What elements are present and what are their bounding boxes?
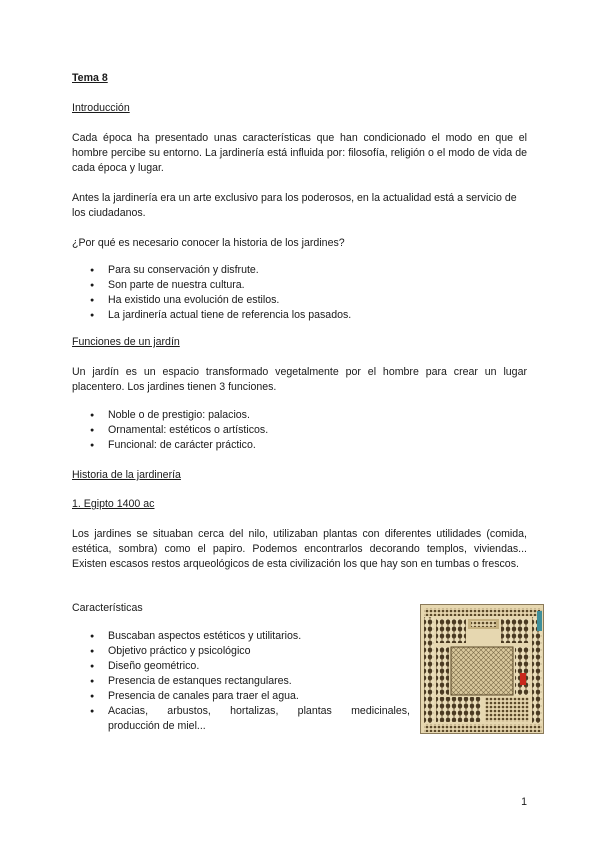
intro-paragraph-2: Antes la jardinería era un arte exclusivo para los poderosos, en la actualidad está a servicio de los ciudadanos. (72, 192, 517, 219)
egipto-paragraph: Los jardines se situaban cerca del nilo, utilizaban plantas con diferentes utilidades (comida, estética, sombra) como el papiro. Podemos encontrarlos decorando templos, viviendas... Existen escasos restos arqueológicos de esta civilización los que hay son en tumbas o frescos. (72, 528, 527, 570)
list-item: ● Para su conservación y disfrute. (72, 263, 351, 278)
list-item: ● Buscaban aspectos estéticos y utilitarios. (72, 629, 301, 644)
list-item: ● Ha existido una evolución de estilos. (72, 293, 351, 308)
caracteristicas-last-bullet (72, 704, 410, 734)
egipto-heading: 1. Egipto 1400 ac (72, 498, 155, 510)
list-item: ● Objetivo práctico y psicológico (72, 644, 301, 659)
list-item: ● Son parte de nuestra cultura. (72, 278, 351, 293)
caracteristicas-label: Características (72, 602, 143, 614)
egyptian-garden-fresco-image (420, 604, 544, 734)
funciones-heading: Funciones de un jardín (72, 336, 180, 348)
list-item: ● Ornamental: estéticos o artísticos. (72, 423, 268, 438)
list-item: ● Presencia de estanques rectangulares. (72, 674, 301, 689)
intro-heading: Introducción (72, 102, 130, 114)
funciones-paragraph: Un jardín es un espacio transformado vegetalmente por el hombre para crear un lugar placentero. Los jardines tienen 3 funciones. (72, 366, 527, 393)
caracteristicas-bullet-list (72, 629, 301, 704)
intro-question: ¿Por qué es necesario conocer la historia de los jardines? (72, 237, 345, 249)
list-item-line: ● Acacias, arbustos, hortalizas, plantas medicinales, (108, 705, 410, 717)
intro-paragraph-1: Cada época ha presentado unas características que han condicionado el modo en que el hombre percibe su entorno. La jardinería está influida por: filosofía, religión o el modo de vida de cada época y lugar. (72, 132, 527, 174)
list-item: ● Noble o de prestigio: palacios. (72, 408, 268, 423)
funciones-bullet-list (72, 408, 268, 453)
egyptian-garden-fresco-icon (421, 605, 544, 734)
list-item (72, 704, 410, 734)
list-item-line: producción de miel... (108, 720, 206, 732)
page-title: Tema 8 (72, 72, 108, 84)
list-item: ● Presencia de canales para traer el agua. (72, 689, 301, 704)
list-item: ● Diseño geométrico. (72, 659, 301, 674)
intro-bullet-list (72, 263, 351, 323)
historia-heading: Historia de la jardinería (72, 469, 181, 481)
list-item: ● Funcional: de carácter práctico. (72, 438, 268, 453)
page-number: 1 (521, 796, 527, 808)
list-item: ● La jardinería actual tiene de referencia los pasados. (72, 308, 351, 323)
